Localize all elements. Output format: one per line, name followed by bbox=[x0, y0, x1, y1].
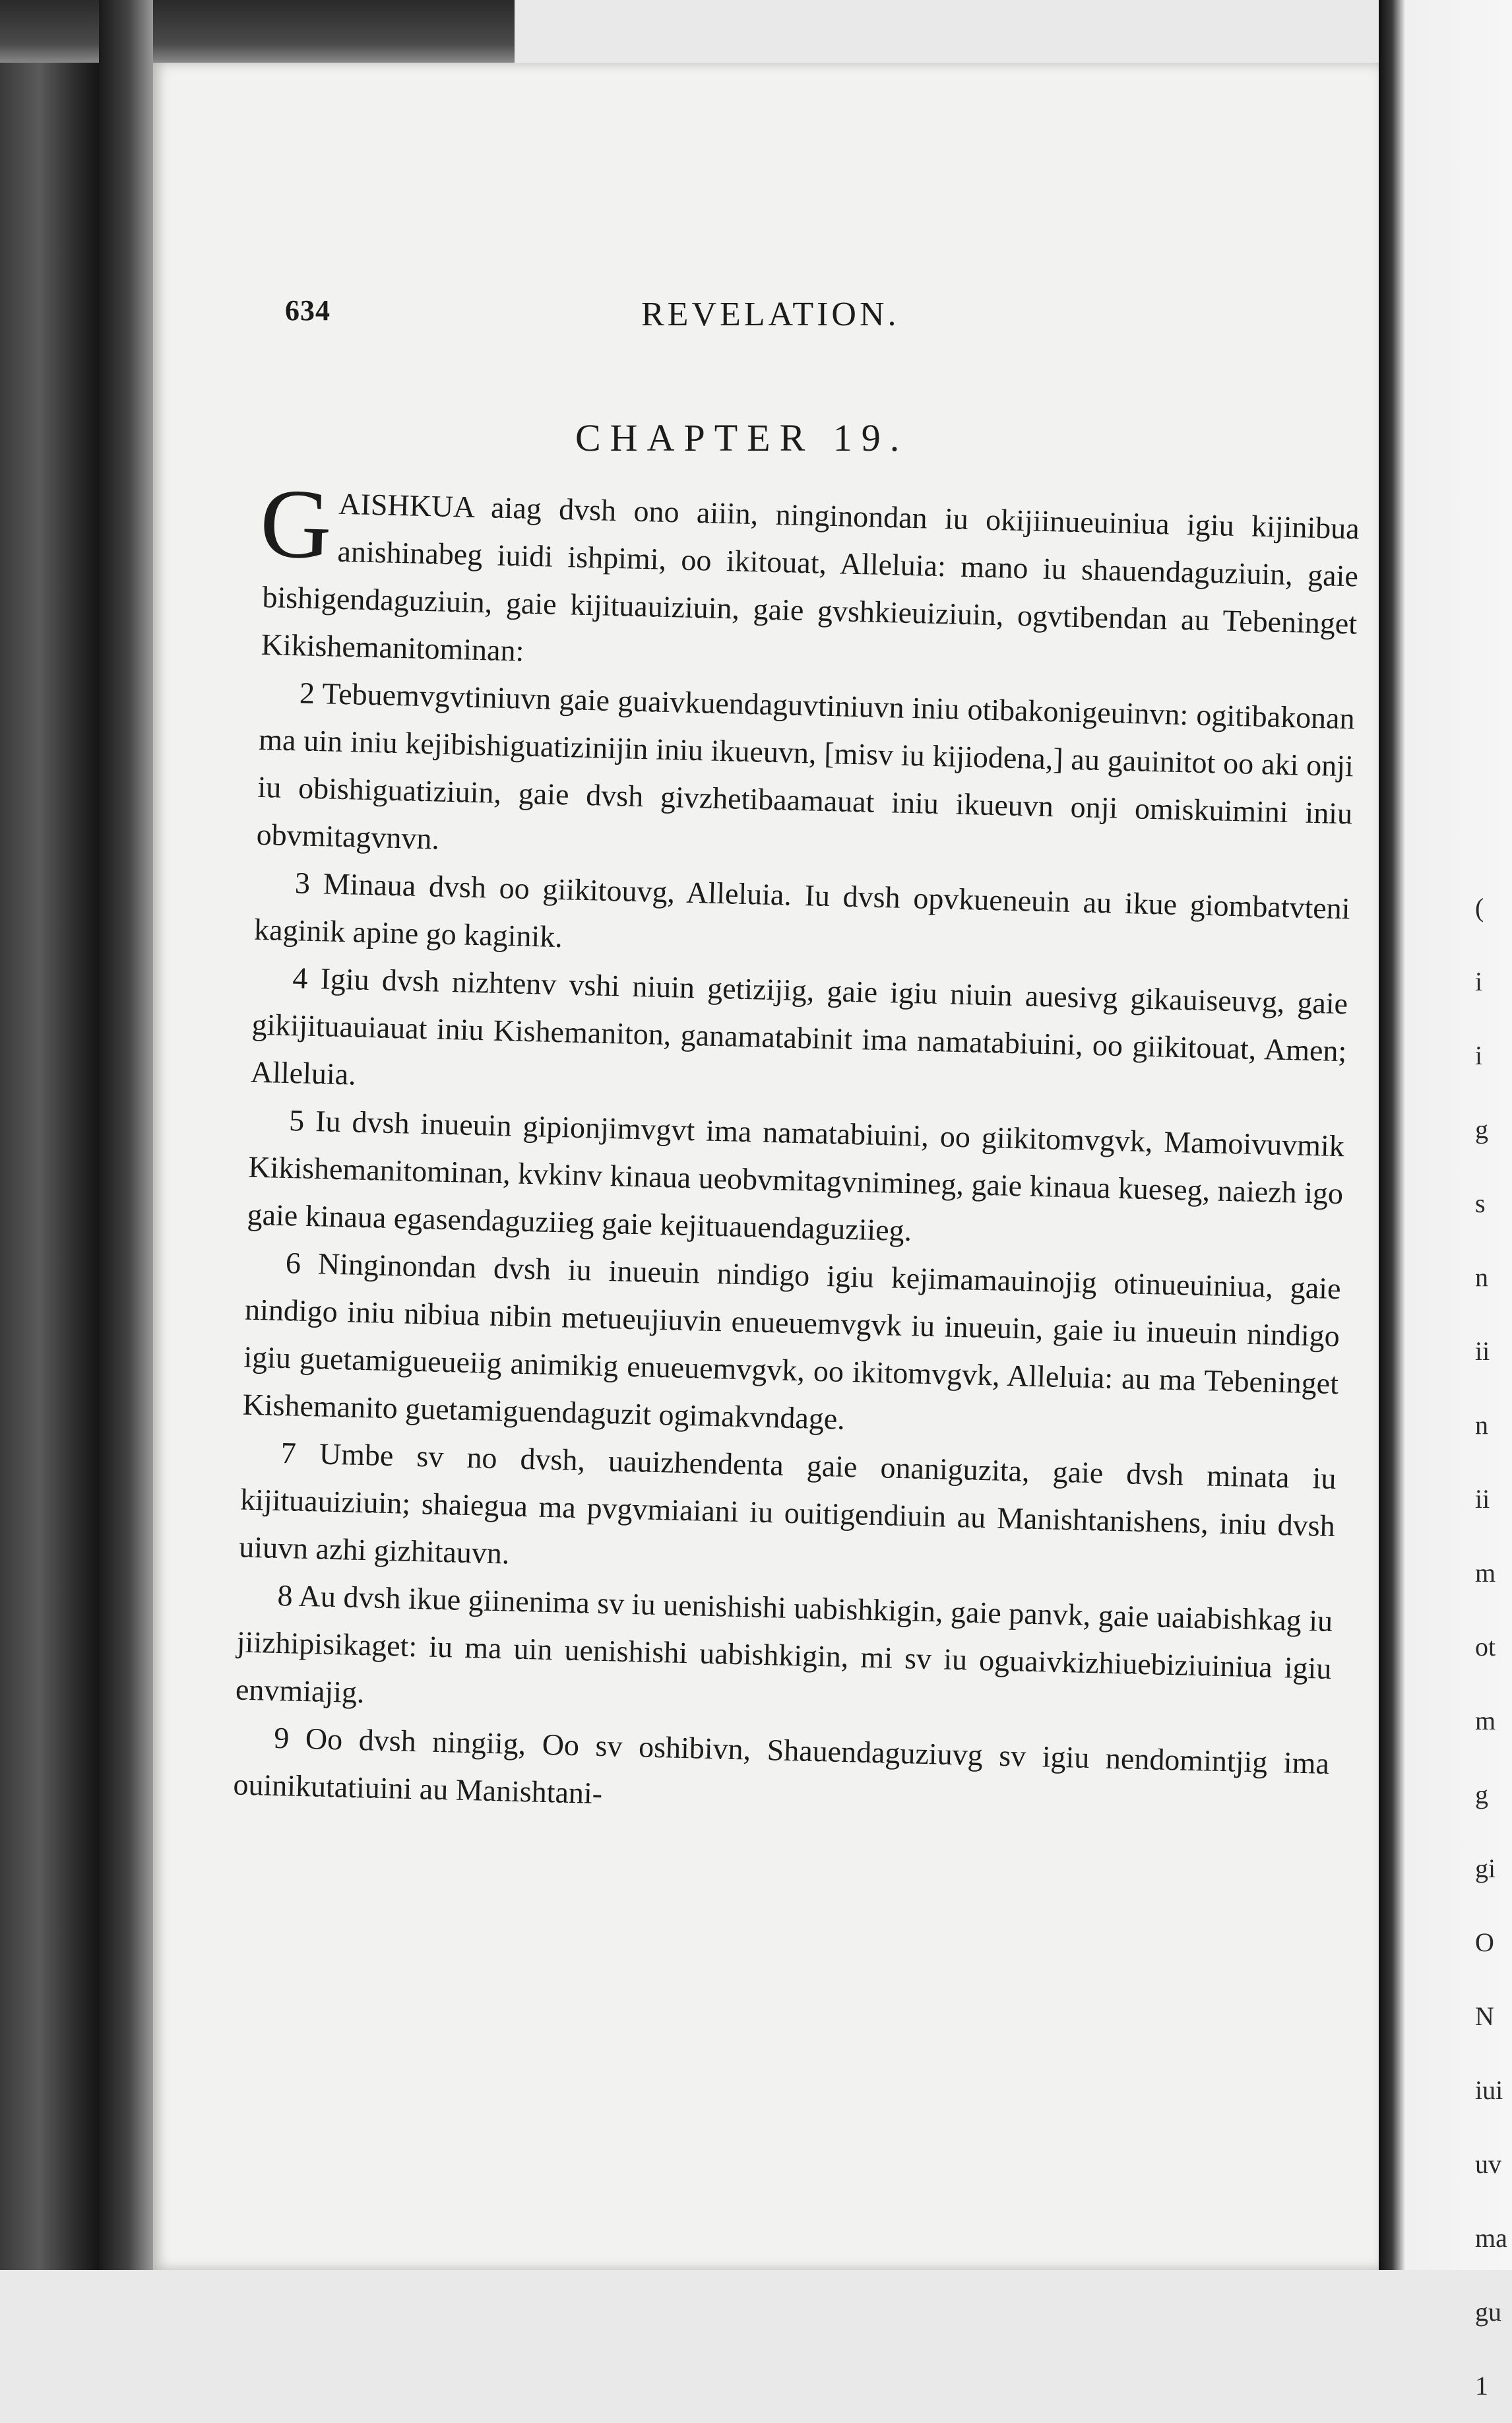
facing-page-fragment: 1 bbox=[1475, 2371, 1488, 2401]
facing-page-fragment: g bbox=[1475, 1780, 1488, 1809]
facing-page-fragment: uv bbox=[1475, 2149, 1501, 2179]
facing-page-fragment: ot bbox=[1475, 1632, 1496, 1662]
facing-page-fragment: gu bbox=[1475, 2297, 1501, 2327]
verse-number: 2 bbox=[299, 676, 315, 710]
facing-page-fragment: m bbox=[1475, 1558, 1496, 1588]
facing-page-fragment: iui bbox=[1475, 2075, 1503, 2105]
facing-page-fragment: N bbox=[1475, 2001, 1494, 2031]
verse-text: Umbe sv no dvsh, uauizhendenta gaie onaniguzita, gaie dvsh minata iu kijituauiziuin; shaiegua ma pvgvmiaiani iu ouitigendiuin au Manishtanishens, iniu dvsh uiuvn azhi gizhitauvn. bbox=[238, 1437, 1337, 1570]
page-header bbox=[153, 280, 1379, 333]
facing-page-fragment: O bbox=[1475, 1927, 1494, 1957]
verse-number: 5 bbox=[288, 1103, 305, 1138]
facing-page-fragment: ii bbox=[1475, 1484, 1490, 1514]
verse-number: 3 bbox=[294, 866, 311, 900]
verse-text: Ninginondan dvsh iu inueuin nindigo igiu kejimamauinojig otinueuiniua, gaie nindigo iniu nibiua nibin metueujiuvin enueuemvgvk iu inueuin, gaie iu inueuin nindigo igiu guetamigueueiig animikig enueuemvgvk, oo ikitomvgvk, Alleluia: au ma Tebeninget Kishemanito guetamiguendaguzit ogimakvndage. bbox=[242, 1246, 1342, 1436]
chapter-heading: CHAPTER 19. bbox=[575, 416, 909, 459]
facing-page-fragment: gi bbox=[1475, 1854, 1496, 1883]
facing-page-fragment: ma bbox=[1475, 2223, 1507, 2253]
verse-7 bbox=[239, 1429, 1337, 1598]
verse-number: 6 bbox=[285, 1246, 301, 1280]
facing-page-text bbox=[1475, 871, 1512, 2401]
book-gutter bbox=[99, 0, 153, 2270]
verse-text: AISHKUA aiag dvsh ono aiiin, ninginondan iu okijiinueuiniua igiu kijinibua anishinabeg iuidi ishpimi, oo ikitouat, Alleluia: mano iu shauendaguziuin, gaie bishigendaguziuin, gaie kijituauiziuin, gaie gvshkieuiziuin, ogvtibendan au Tebeninget Kikishemanitominan: bbox=[261, 486, 1360, 668]
facing-page-fragment: n bbox=[1475, 1262, 1488, 1292]
verse-6 bbox=[242, 1239, 1342, 1455]
verse-number: 4 bbox=[292, 961, 309, 995]
facing-page-fragment: i bbox=[1475, 1041, 1483, 1070]
scan-background-left bbox=[0, 0, 99, 2270]
page-number: 634 bbox=[285, 294, 331, 327]
verse-5 bbox=[247, 1096, 1345, 1265]
verse-text: Igiu dvsh nizhtenv vshi niuin getizijig, gaie igiu niuin auesivg gikauiseuvg, gaie gikijituauiauat iniu Kishemaniton, ganamatabinit ima namatabiuini, oo giikitouat, Amen; Alleluia. bbox=[250, 961, 1348, 1091]
chapter-text bbox=[233, 468, 1360, 1835]
facing-page-fragment: g bbox=[1475, 1115, 1488, 1144]
verse-number: 9 bbox=[273, 1720, 290, 1755]
facing-page-fragment: m bbox=[1475, 1706, 1496, 1735]
verse-text: Tebuemvgvtiniuvn gaie guaivkuendaguvtiniuvn iniu otibakonigeuinvn: ogitibakonan ma uin iniu kejibishiguatizinijin iniu ikueuvn, [misv iu kijiodena,] au gauinitot oo aki onji iu obishiguatiziuin, gaie dvsh givzhetibaamauat iniu ikueuvn onji omiskuimini iniu obvmitagvnvn. bbox=[256, 676, 1356, 856]
running-head: REVELATION. bbox=[641, 296, 900, 333]
facing-page-fragment: s bbox=[1475, 1188, 1486, 1218]
facing-page-fragment: ( bbox=[1475, 893, 1484, 922]
verse-2 bbox=[256, 668, 1356, 885]
verse-number: 8 bbox=[277, 1578, 294, 1613]
verse-text: Iu dvsh inueuin gipionjimvgvt ima namatabiuini, oo giikitomvgvk, Mamoivuvmik Kikishemanitominan, kvkinv kinaua ueobvmitagvnimineg, gaie kinaua kueseg, naiezh igo gaie kinaua egasendaguziieg gaie kejituauendaguziieg. bbox=[247, 1104, 1345, 1248]
verse-4 bbox=[250, 953, 1348, 1122]
facing-page-fragment: ii bbox=[1475, 1336, 1490, 1366]
verse-text: Au dvsh ikue giinenima sv iu uenishishi uabishkigin, gaie panvk, gaie uaiabishkag iu jiizhipisikaget: iu ma uin uenishishi uabishkigin, mi sv iu oguaivkizhiuebiziuiniua igiu envmiajig. bbox=[235, 1578, 1333, 1710]
facing-page-fragment: i bbox=[1475, 967, 1483, 996]
verse-text: Oo dvsh ningiig, Oo sv oshibivn, Shauendaguziuvg sv igiu nendomintjig ima ouinikutatiuini au Manishtani- bbox=[233, 1722, 1330, 1811]
facing-page-fragment: n bbox=[1475, 1410, 1488, 1440]
verse-text: Minaua dvsh oo giikitouvg, Alleluia. Iu dvsh opvkueneuin au ikue giombatvteni kaginik apine go kaginik. bbox=[253, 866, 1351, 954]
drop-cap: G bbox=[259, 468, 333, 580]
verse-8 bbox=[235, 1571, 1333, 1740]
scan-background-top bbox=[0, 0, 515, 63]
book-page bbox=[153, 63, 1379, 2270]
verse-number: 7 bbox=[280, 1436, 297, 1470]
verse-1 bbox=[259, 468, 1360, 695]
